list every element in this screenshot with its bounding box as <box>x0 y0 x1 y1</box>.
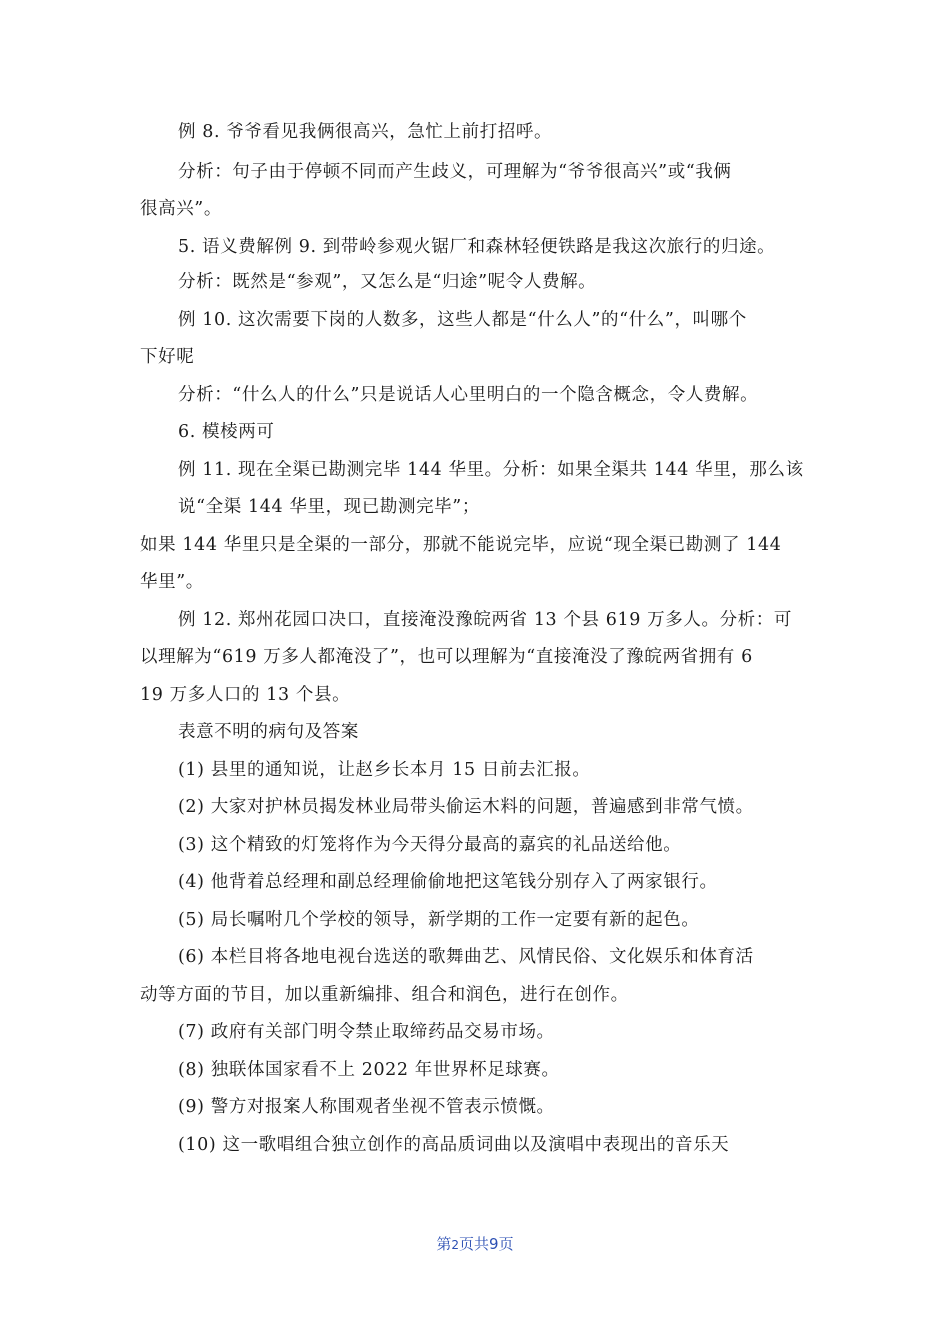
list-item: (4) 他背着总经理和副总经理偷偷地把这笔钱分别存入了两家银行。 <box>178 872 718 892</box>
section-heading: 表意不明的病句及答案 <box>178 722 359 742</box>
text-line: 19 万多人口的 13 个县。 <box>140 685 351 705</box>
list-item: (5) 局长嘱咐几个学校的领导，新学期的工作一定要有新的起色。 <box>178 910 700 930</box>
footer-current-page: 2 <box>451 1238 460 1252</box>
text-line: 例 11. 现在全渠已勘测完毕 144 华里。分析：如果全渠共 144 华里，那么该 <box>178 460 804 480</box>
text-line: 下好呢 <box>140 347 195 367</box>
list-item: (10) 这一歌唱组合独立创作的高品质词曲以及演唱中表现出的音乐天 <box>178 1135 730 1155</box>
text-line: 分析：“什么人的什么”只是说话人心里明白的一个隐含概念，令人费解。 <box>178 385 759 405</box>
text-line: 说“全渠 144 华里，现已勘测完毕”； <box>178 497 480 517</box>
text-line: 如果 144 华里只是全渠的一部分，那就不能说完毕，应说“现全渠已勘测了 144 <box>140 535 782 555</box>
footer-suffix: 页 <box>498 1235 514 1253</box>
footer-middle: 页共 <box>459 1235 490 1253</box>
text-line: 例 10. 这次需要下岗的人数多，这些人都是“什么人”的“什么”，叫哪个 <box>178 310 747 330</box>
footer-prefix: 第 <box>436 1235 452 1253</box>
text-line: 华里”。 <box>140 572 204 592</box>
text-line: 例 8. 爷爷看见我俩很高兴，急忙上前打招呼。 <box>178 122 553 142</box>
list-item: (8) 独联体国家看不上 2022 年世界杯足球赛。 <box>178 1060 560 1080</box>
text-line: 分析：句子由于停顿不同而产生歧义，可理解为“爷爷很高兴”或“我俩 <box>178 162 732 182</box>
page-footer <box>0 1233 950 1254</box>
list-item: (9) 警方对报案人称围观者坐视不管表示愤慨。 <box>178 1097 555 1117</box>
text-line: 6. 模棱两可 <box>178 422 275 442</box>
list-item: (6) 本栏目将各地电视台选送的歌舞曲艺、风情民俗、文化娱乐和体育活 <box>178 947 754 967</box>
list-item: (1) 县里的通知说，让赵乡长本月 15 日前去汇报。 <box>178 760 591 780</box>
text-line: 分析：既然是“参观”，又怎么是“归途”呢令人费解。 <box>178 272 597 292</box>
list-item-continuation: 动等方面的节目，加以重新编排、组合和润色，进行在创作。 <box>140 985 629 1005</box>
text-line: 以理解为“619 万多人都淹没了”，也可以理解为“直接淹没了豫皖两省拥有 6 <box>140 647 753 667</box>
list-item: (3) 这个精致的灯笼将作为今天得分最高的嘉宾的礼品送给他。 <box>178 835 682 855</box>
footer-total-pages: 9 <box>489 1235 499 1253</box>
list-item: (2) 大家对护林员揭发林业局带头偷运木料的问题，普遍感到非常气愤。 <box>178 797 754 817</box>
text-line: 很高兴”。 <box>140 199 222 219</box>
text-line: 5. 语义费解例 9. 到带岭参观火锯厂和森林轻便铁路是我这次旅行的归途。 <box>178 237 776 257</box>
list-item: (7) 政府有关部门明令禁止取缔药品交易市场。 <box>178 1022 555 1042</box>
text-line: 例 12. 郑州花园口决口，直接淹没豫皖两省 13 个县 619 万多人。分析：可 <box>178 610 792 630</box>
